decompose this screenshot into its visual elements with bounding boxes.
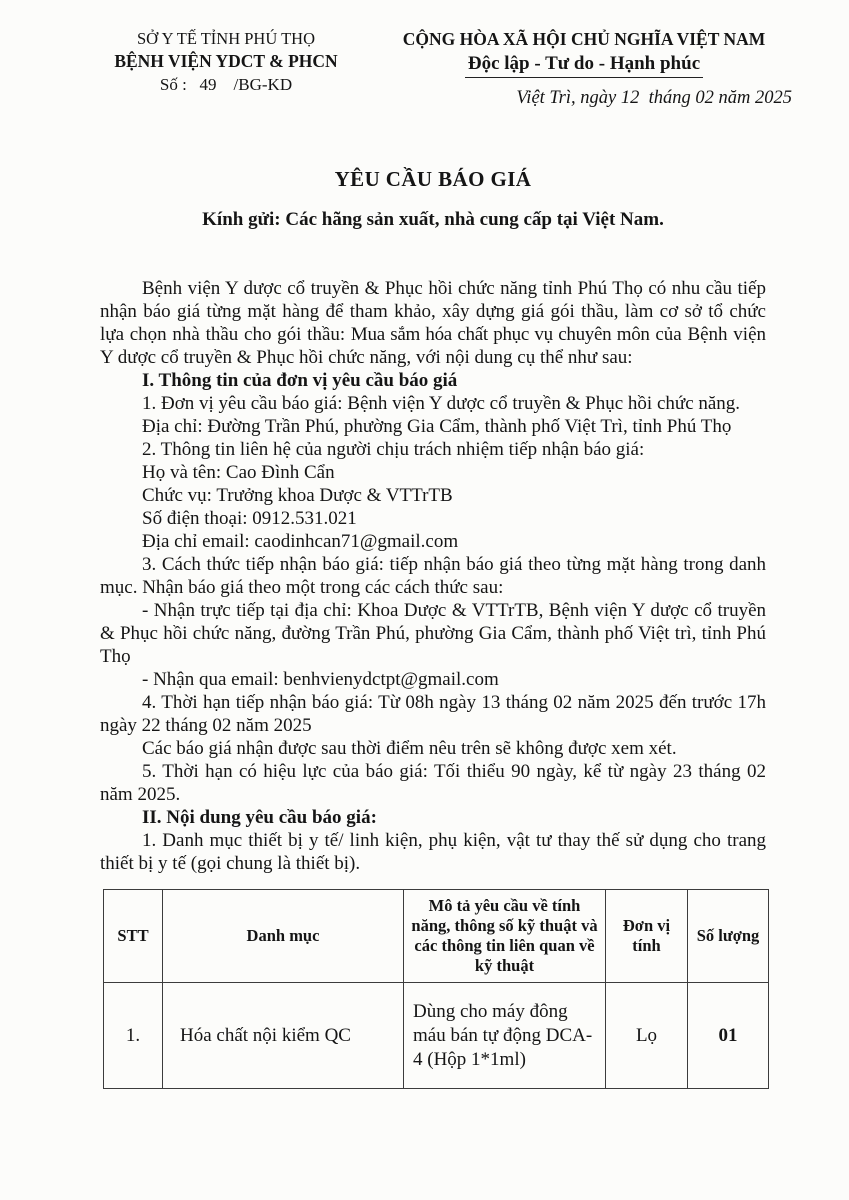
cell-description: Dùng cho máy đông máu bán tự động DCA-4 (Hộp 1*1ml) xyxy=(404,983,606,1089)
intro-part-a: Bệnh viện Y dược cổ truyền & Phục hồi chức năng tỉnh Phú Thọ có nhu cầu tiếp nhận báo giá từng mặt hàng để tham khảo, xây dựng giá gói thầu, làm cơ sở tổ chức lựa chọn nhà thầu cho gói thầu: xyxy=(100,278,766,345)
national-title: CỘNG HÒA XÃ HỘI CHỦ NGHĨA VIỆT NAM xyxy=(402,29,766,49)
section-heading-2: II. Nội dung yêu cầu báo giá: xyxy=(142,807,377,828)
national-motto: Độc lập - Tư do - Hạnh phúc xyxy=(465,52,703,78)
issuer-department: SỞ Y TẾ TỈNH PHÚ THỌ xyxy=(137,29,315,48)
paragraph-method-direct: - Nhận trực tiếp tại địa chỉ: Khoa Dược & VTTrTB, Bệnh viện Y dược cổ truyền & Phục hồi chức năng, đường Trần Phú, phường Gia Cẩm, thành phố Việt trì, tỉnh Phú Thọ xyxy=(100,600,766,667)
col-header-don-vi: Đơn vị tính xyxy=(606,890,688,983)
paragraph-validity: 5. Thời hạn có hiệu lực của báo giá: Tối thiểu 90 ngày, kể từ ngày 23 tháng 02 năm 2025. xyxy=(100,761,766,805)
title-block xyxy=(100,167,766,231)
col-header-mo-ta: Mô tả yêu cầu về tính năng, thông số kỹ thuật và các thông tin liên quan về kỹ thuật xyxy=(404,890,606,983)
paragraph-contact-title: Chức vụ: Trưởng khoa Dược & VTTrTB xyxy=(142,485,453,506)
paragraph-contact-name: Họ và tên: Cao Đình Cẩn xyxy=(142,462,335,483)
paragraph-method: 3. Cách thức tiếp nhận báo giá: tiếp nhận báo giá theo từng mặt hàng trong danh mục. Nhận báo giá theo một trong các cách thức sau: xyxy=(100,554,766,598)
paragraph-intro xyxy=(100,277,766,369)
package-name: Mua sắm hóa chất phục vụ chuyên môn xyxy=(350,324,650,345)
issuer-hospital: BỆNH VIỆN YDCT & PHCN xyxy=(114,51,338,71)
col-header-so-luong: Số lượng xyxy=(688,890,769,983)
section-heading-1: I. Thông tin của đơn vị yêu cầu báo giá xyxy=(142,370,458,391)
col-header-stt: STT xyxy=(104,890,163,983)
paragraph-list-intro: 1. Danh mục thiết bị y tế/ linh kiện, phụ kiện, vật tư thay thế sử dụng cho trang thiết bị y tế (gọi chung là thiết bị). xyxy=(100,830,766,874)
cell-quantity: 01 xyxy=(688,983,769,1089)
paragraph-contact-heading: 2. Thông tin liên hệ của người chịu trách nhiệm tiếp nhận báo giá: xyxy=(142,439,645,460)
paragraph-unit: 1. Đơn vị yêu cầu báo giá: Bệnh viện Y dược cổ truyền & Phục hồi chức năng. xyxy=(142,393,741,414)
salutation-line: Kính gửi: Các hãng sản xuất, nhà cung cấp tại Việt Nam. xyxy=(202,209,664,230)
table-header-row xyxy=(104,890,769,983)
items-table xyxy=(103,889,769,1089)
paragraph-method-email: - Nhận qua email: benhvienydctpt@gmail.com xyxy=(142,669,499,690)
national-block xyxy=(388,28,792,110)
document-body xyxy=(100,277,766,875)
intro-part-c: của Bệnh viện Y dược cổ truyền & Phục hồi chức năng, với nội dung cụ thể như sau: xyxy=(100,324,767,368)
document-title: YÊU CẦU BÁO GIÁ xyxy=(334,167,532,191)
paragraph-late-note: Các báo giá nhận được sau thời điểm nêu trên sẽ không được xem xét. xyxy=(142,738,677,759)
cell-stt: 1. xyxy=(104,983,163,1089)
letterhead xyxy=(0,0,849,110)
col-header-danh-muc: Danh mục xyxy=(163,890,404,983)
document-number: Số : 49 /BG-KD xyxy=(159,75,293,94)
place-date-line: Việt Trì, ngày 12 tháng 02 năm 2025 xyxy=(516,88,792,108)
paragraph-contact-phone: Số điện thoại: 0912.531.021 xyxy=(142,508,357,529)
cell-item-name: Hóa chất nội kiểm QC xyxy=(163,983,404,1089)
paragraph-contact-email: Địa chỉ email: caodinhcan71@gmail.com xyxy=(142,531,459,552)
paragraph-address: Địa chỉ: Đường Trần Phú, phường Gia Cẩm, thành phố Việt Trì, tỉnh Phú Thọ xyxy=(142,416,732,437)
cell-unit: Lọ xyxy=(606,983,688,1089)
issuer-block xyxy=(74,28,378,110)
table-row xyxy=(104,983,769,1089)
paragraph-deadline: 4. Thời hạn tiếp nhận báo giá: Từ 08h ngày 13 tháng 02 năm 2025 đến trước 17h ngày 22 tháng 02 năm 2025 xyxy=(100,692,766,736)
